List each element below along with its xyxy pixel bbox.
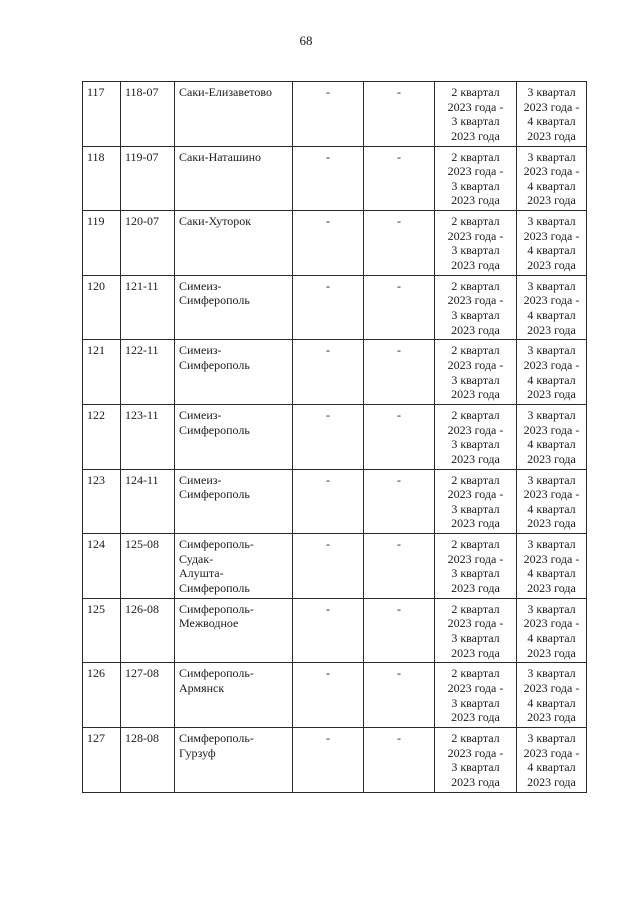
route-code-cell <box>121 727 175 792</box>
route-code-cell <box>121 663 175 728</box>
start-period-text: 2 квартал 2023 года - 3 квартал 2023 года <box>447 601 504 660</box>
route-code-cell <box>121 469 175 534</box>
start-period-text: 2 квартал 2023 года - 3 квартал 2023 года <box>447 278 504 337</box>
route-name-cell <box>175 146 293 211</box>
start-period-cell <box>435 146 517 211</box>
empty-value-text: - <box>397 343 401 358</box>
empty-value-text: - <box>397 214 401 229</box>
start-period-text: 2 квартал 2023 года - 3 квартал 2023 года <box>447 149 504 208</box>
start-period-cell <box>435 340 517 405</box>
route-name-cell <box>175 275 293 340</box>
route-name-cell <box>175 82 293 147</box>
route-code-text: 123-11 <box>125 407 159 422</box>
empty-value-text: - <box>397 537 401 552</box>
end-period-cell <box>517 469 587 534</box>
route-code-text: 124-11 <box>125 472 159 487</box>
empty-value-text: - <box>326 730 330 745</box>
table-body <box>83 82 587 793</box>
route-code-cell <box>121 598 175 663</box>
table-row <box>83 146 587 211</box>
table-row <box>83 534 587 599</box>
end-period-text: 3 квартал 2023 года - 4 квартал 2023 года <box>523 601 580 660</box>
table-row <box>83 727 587 792</box>
end-period-text: 3 квартал 2023 года - 4 квартал 2023 года <box>523 214 580 272</box>
end-period-cell <box>517 404 587 469</box>
end-period-text: 3 квартал 2023 года - 4 квартал 2023 года <box>523 730 580 789</box>
route-name-text: Саки-Хуторок <box>179 214 252 229</box>
route-name-text: Симферополь-Судак- Алушта- Симферополь <box>179 537 254 595</box>
empty-value-cell <box>364 598 435 663</box>
start-period-text: 2 квартал 2023 года - 3 квартал 2023 года <box>447 343 504 402</box>
empty-value-text: - <box>326 85 330 99</box>
row-number-text: 123 <box>87 472 105 487</box>
empty-value-text: - <box>326 149 330 164</box>
row-number-text: 122 <box>87 407 105 422</box>
route-name-text: Симферополь- Гурзуф <box>179 730 254 760</box>
empty-value-text: - <box>326 666 330 681</box>
empty-value-cell <box>364 727 435 792</box>
row-number-text: 121 <box>87 343 105 358</box>
row-number-cell <box>83 598 121 663</box>
row-number-cell <box>83 82 121 147</box>
route-code-text: 127-08 <box>125 666 159 681</box>
route-name-text: Симеиз- Симферополь <box>179 407 250 437</box>
end-period-text: 3 квартал 2023 года - 4 квартал 2023 года <box>523 85 580 143</box>
table-row <box>83 404 587 469</box>
empty-value-text: - <box>397 149 401 164</box>
start-period-cell <box>435 275 517 340</box>
start-period-text: 2 квартал 2023 года - 3 квартал 2023 года <box>447 537 504 595</box>
route-name-cell <box>175 663 293 728</box>
row-number-text: 124 <box>87 537 105 552</box>
route-code-cell <box>121 146 175 211</box>
empty-value-cell <box>293 598 364 663</box>
route-code-text: 120-07 <box>125 214 159 229</box>
empty-value-cell <box>293 663 364 728</box>
route-code-text: 126-08 <box>125 601 159 616</box>
empty-value-cell <box>293 534 364 599</box>
empty-value-cell <box>293 404 364 469</box>
start-period-cell <box>435 727 517 792</box>
route-name-cell <box>175 340 293 405</box>
route-name-text: Саки-Елизаветово <box>179 85 272 99</box>
end-period-text: 3 квартал 2023 года - 4 квартал 2023 года <box>523 537 580 595</box>
empty-value-cell <box>364 663 435 728</box>
route-name-text: Симеиз- Симферополь <box>179 278 250 308</box>
empty-value-cell <box>364 340 435 405</box>
route-name-cell <box>175 211 293 276</box>
row-number-cell <box>83 211 121 276</box>
route-name-cell <box>175 404 293 469</box>
table-row <box>83 663 587 728</box>
empty-value-cell <box>293 211 364 276</box>
row-number-text: 119 <box>87 214 105 229</box>
start-period-cell <box>435 534 517 599</box>
end-period-cell <box>517 598 587 663</box>
table-row <box>83 275 587 340</box>
page-number: 68 <box>299 33 313 48</box>
row-number-cell <box>83 534 121 599</box>
row-number-text: 120 <box>87 278 105 293</box>
empty-value-cell <box>364 469 435 534</box>
route-name-cell <box>175 727 293 792</box>
end-period-cell <box>517 534 587 599</box>
row-number-cell <box>83 727 121 792</box>
empty-value-cell <box>364 275 435 340</box>
start-period-cell <box>435 469 517 534</box>
start-period-text: 2 квартал 2023 года - 3 квартал 2023 года <box>447 214 504 272</box>
route-code-cell <box>121 211 175 276</box>
empty-value-cell <box>364 534 435 599</box>
row-number-text: 125 <box>87 601 105 616</box>
empty-value-text: - <box>397 278 401 293</box>
empty-value-text: - <box>326 537 330 552</box>
empty-value-text: - <box>397 601 401 616</box>
end-period-cell <box>517 663 587 728</box>
empty-value-cell <box>364 82 435 147</box>
start-period-text: 2 квартал 2023 года - 3 квартал 2023 года <box>447 472 504 531</box>
end-period-text: 3 квартал 2023 года - 4 квартал 2023 года <box>523 472 580 531</box>
route-name-text: Симферополь- Армянск <box>179 666 254 695</box>
route-name-text: Симеиз- Симферополь <box>179 472 250 502</box>
start-period-text: 2 квартал 2023 года - 3 квартал 2023 года <box>447 666 504 725</box>
end-period-text: 3 квартал 2023 года - 4 квартал 2023 года <box>523 407 580 466</box>
row-number-cell <box>83 404 121 469</box>
route-code-text: 122-11 <box>125 343 159 358</box>
empty-value-text: - <box>397 666 401 681</box>
empty-value-cell <box>364 211 435 276</box>
route-code-text: 118-07 <box>125 85 159 99</box>
row-number-text: 117 <box>87 85 105 99</box>
row-number-text: 126 <box>87 666 105 681</box>
empty-value-cell <box>293 146 364 211</box>
end-period-cell <box>517 727 587 792</box>
empty-value-text: - <box>397 730 401 745</box>
empty-value-text: - <box>326 214 330 229</box>
route-code-text: 128-08 <box>125 730 159 745</box>
start-period-text: 2 квартал 2023 года - 3 квартал 2023 года <box>447 730 504 789</box>
start-period-cell <box>435 663 517 728</box>
end-period-cell <box>517 211 587 276</box>
route-code-cell <box>121 275 175 340</box>
row-number-text: 127 <box>87 730 105 745</box>
start-period-text: 2 квартал 2023 года - 3 квартал 2023 года <box>447 85 504 143</box>
table-row <box>83 469 587 534</box>
end-period-cell <box>517 146 587 211</box>
row-number-cell <box>83 146 121 211</box>
start-period-text: 2 квартал 2023 года - 3 квартал 2023 года <box>447 407 504 466</box>
route-name-cell <box>175 469 293 534</box>
empty-value-text: - <box>326 278 330 293</box>
table-row <box>83 82 587 147</box>
empty-value-text: - <box>397 85 401 99</box>
empty-value-cell <box>293 469 364 534</box>
empty-value-cell <box>364 404 435 469</box>
end-period-text: 3 квартал 2023 года - 4 квартал 2023 года <box>523 149 580 208</box>
row-number-cell <box>83 275 121 340</box>
end-period-text: 3 квартал 2023 года - 4 квартал 2023 года <box>523 278 580 337</box>
route-code-cell <box>121 340 175 405</box>
route-code-text: 119-07 <box>125 149 159 164</box>
route-name-text: Симферополь- Межводное <box>179 601 254 631</box>
route-code-cell <box>121 404 175 469</box>
end-period-cell <box>517 275 587 340</box>
empty-value-cell <box>293 727 364 792</box>
empty-value-cell <box>364 146 435 211</box>
route-code-cell <box>121 82 175 147</box>
table-row <box>83 340 587 405</box>
empty-value-text: - <box>326 472 330 487</box>
route-name-text: Саки-Наташино <box>179 149 262 164</box>
end-period-cell <box>517 340 587 405</box>
start-period-cell <box>435 404 517 469</box>
empty-value-text: - <box>326 407 330 422</box>
empty-value-text: - <box>397 407 401 422</box>
route-code-text: 121-11 <box>125 278 159 293</box>
end-period-text: 3 квартал 2023 года - 4 квартал 2023 года <box>523 343 580 402</box>
row-number-text: 118 <box>87 149 105 164</box>
route-schedule-table <box>82 81 587 793</box>
empty-value-cell <box>293 340 364 405</box>
row-number-cell <box>83 469 121 534</box>
row-number-cell <box>83 663 121 728</box>
end-period-text: 3 квартал 2023 года - 4 квартал 2023 года <box>523 666 580 725</box>
empty-value-text: - <box>397 472 401 487</box>
empty-value-text: - <box>326 343 330 358</box>
end-period-cell <box>517 82 587 147</box>
route-name-cell <box>175 534 293 599</box>
start-period-cell <box>435 598 517 663</box>
route-name-cell <box>175 598 293 663</box>
row-number-cell <box>83 340 121 405</box>
empty-value-cell <box>293 275 364 340</box>
route-name-text: Симеиз- Симферополь <box>179 343 250 372</box>
start-period-cell <box>435 211 517 276</box>
route-code-text: 125-08 <box>125 537 159 552</box>
route-code-cell <box>121 534 175 599</box>
empty-value-cell <box>293 82 364 147</box>
table-row <box>83 598 587 663</box>
table-row <box>83 211 587 276</box>
start-period-cell <box>435 82 517 147</box>
empty-value-text: - <box>326 601 330 616</box>
